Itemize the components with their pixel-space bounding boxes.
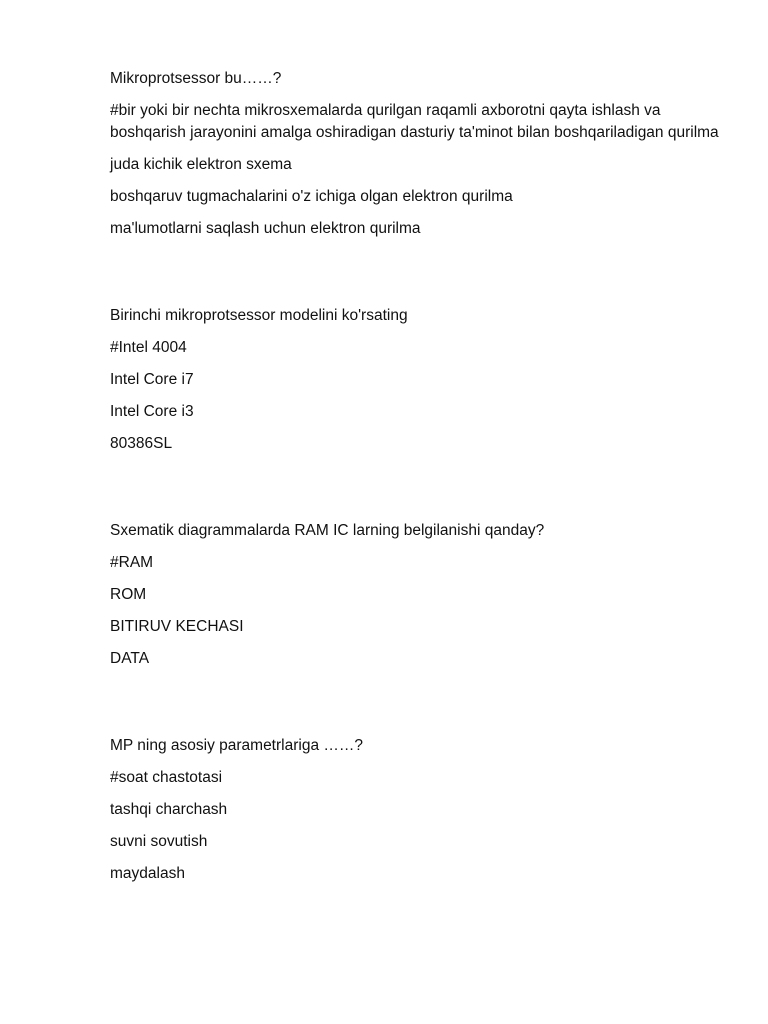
answer-option: ROM	[110, 586, 147, 603]
answer-option-correct: #Intel 4004	[110, 339, 187, 356]
question-text: Birinchi mikroprotsessor modelini ko'rsating	[110, 307, 408, 324]
answer-option-correct: #bir yoki bir nechta mikrosxemalarda qurilgan raqamli axborotni qayta ishlash va boshqarish jarayonini amalga oshiradigan dasturiy ta'minot bilan boshqariladigan qurilma	[110, 102, 719, 141]
question-text: Mikroprotsessor bu……?	[110, 70, 282, 87]
question-block-1	[110, 68, 720, 240]
question-text: MP ning asosiy parametrlariga ……?	[110, 737, 363, 754]
question-block-4	[110, 735, 720, 885]
answer-option: 80386SL	[110, 435, 173, 452]
question-block-2	[110, 305, 720, 455]
answer-option: Intel Core i7	[110, 371, 194, 388]
answer-option-correct: #RAM	[110, 554, 154, 571]
answer-option: boshqaruv tugmachalarini o'z ichiga olgan elektron qurilma	[110, 188, 513, 205]
answer-option: Intel Core i3	[110, 403, 194, 420]
answer-option: suvni sovutish	[110, 833, 208, 850]
answer-option: juda kichik elektron sxema	[110, 156, 292, 173]
answer-option: maydalash	[110, 865, 185, 882]
answer-option: tashqi charchash	[110, 801, 228, 818]
question-text: Sxematik diagrammalarda RAM IC larning belgilanishi qanday?	[110, 522, 545, 539]
answer-option: DATA	[110, 650, 150, 667]
question-block-3	[110, 520, 720, 670]
document-page	[110, 68, 720, 895]
answer-option: BITIRUV KECHASI	[110, 618, 244, 635]
answer-option: ma'lumotlarni saqlash uchun elektron qurilma	[110, 220, 421, 237]
answer-option-correct: #soat chastotasi	[110, 769, 223, 786]
